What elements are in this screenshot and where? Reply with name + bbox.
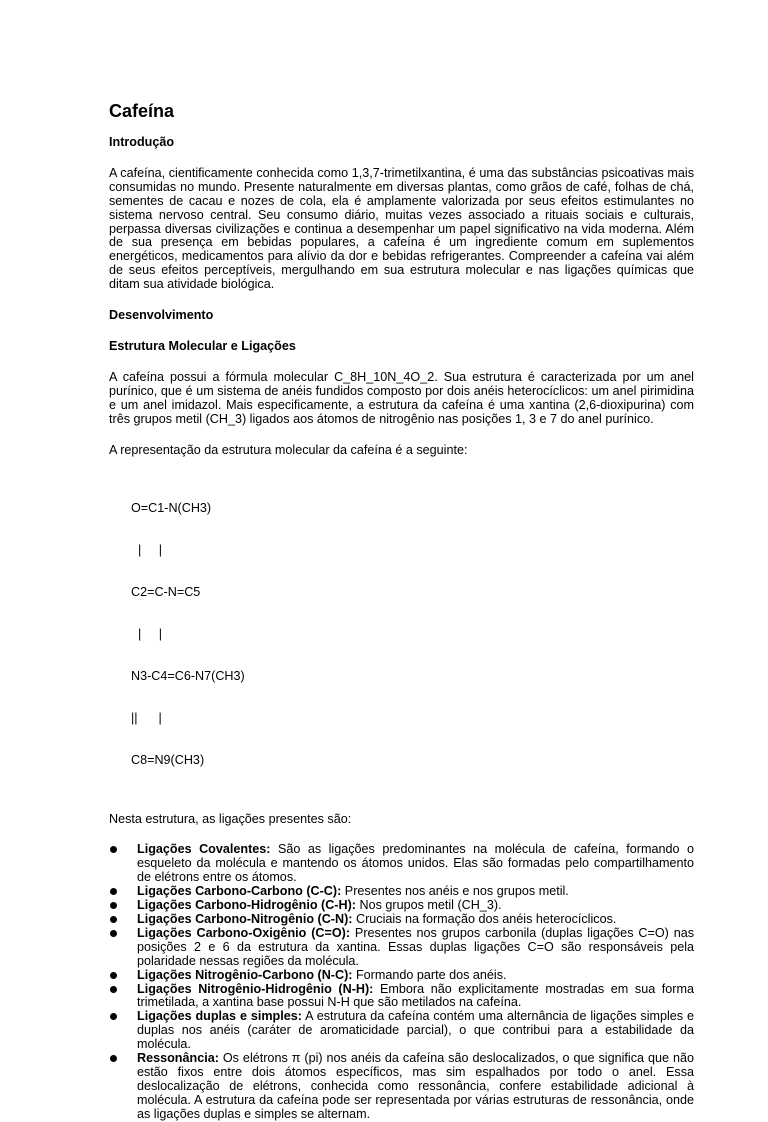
intro-heading: Introdução — [109, 135, 175, 149]
bullet-icon — [110, 888, 117, 895]
list-item — [109, 913, 694, 927]
list-item — [109, 927, 694, 969]
molecular-formula-paragraph: A cafeína possui a fórmula molecular C_8H_10N_4O_2. Sua estrutura é caracterizada por um anel purínico, que é um sistema de anéis fundidos composto por dois anéis heterocíclicos: um anel pirimidina e um anel imidazol. Mais especificamente, a estrutura da cafeína é uma xantina (2,6-dioxipurina) com três grupos metil (CH_3) ligados aos átomos de nitrogênio nas posições 1, 3 e 7 do anel purínico. — [109, 369, 694, 426]
list-item — [109, 969, 694, 983]
bond-list — [109, 843, 694, 1121]
bond-term: Ligações Nitrogênio-Hidrogênio (N-H): — [137, 981, 374, 996]
bullet-icon — [110, 930, 117, 937]
bullet-icon — [110, 972, 117, 979]
bond-term: Ligações Carbono-Nitrogênio (C-N): — [137, 912, 353, 926]
document-title: Cafeína — [109, 101, 175, 121]
list-item — [109, 885, 694, 899]
development-heading: Desenvolvimento — [109, 308, 214, 323]
formula-line: N3-C4=C6-N7(CH3) — [131, 668, 245, 683]
bonds-intro-paragraph: Nesta estrutura, as ligações presentes são: — [109, 811, 352, 826]
bond-term: Ligações Carbono-Hidrogênio (C-H): — [137, 898, 356, 913]
formula-line: C2=C-N=C5 — [131, 585, 201, 600]
list-item — [109, 983, 694, 1011]
list-item — [109, 1052, 694, 1122]
bond-description: São as ligações predominantes na molécula de cafeína, formando o esqueleto da molécula e mantendo os átomos unidos. Elas são formadas pelo compartilhamento de elétrons entre os átomos. — [137, 842, 694, 885]
intro-paragraph: A cafeína, cientificamente conhecida como 1,3,7-trimetilxantina, é uma das substâncias psicoativas mais consumidas no mundo. Presente naturalmente em diversas plantas, como grãos de café, folhas de chá, sementes de cacau e nozes de cola, ela é amplamente valorizada por seus efeitos estimulantes no sistema nervoso central. Seu consumo diário, muitas vezes associado a rituais sociais e culturais, perpassa diversas civilizações e continua a desempenhar um papel significativo na vida moderna. Além de sua presença em bebidas populares, a cafeína é um ingrediente comum em suplementos energéticos, medicamentos para alívio da dor e bebidas refrigerantes. Compreender a cafeína vai além de seus efeitos perceptíveis, mergulhando em sua estrutura molecular e nas ligações químicas que ditam sua atividade biológica. — [109, 165, 694, 292]
bullet-icon — [110, 902, 117, 909]
bond-description: Presentes nos anéis e nos grupos metil. — [341, 884, 569, 899]
list-item — [109, 1010, 694, 1052]
bond-description: A estrutura da cafeína contém uma alternância de ligações simples e duplas nos anéis (caráter de aromaticidade parcial), o que contribui para a estabilidade da molécula. — [137, 1009, 694, 1052]
bond-description: Embora não explicitamente mostradas em sua forma trimetilada, a xantina base possui N-H que são metilados na cafeína. — [137, 981, 694, 1010]
bond-term: Ligações Carbono-Oxigênio (C=O): — [137, 925, 351, 940]
formula-line: | | — [131, 543, 163, 558]
structure-subheading: Estrutura Molecular e Ligações — [109, 338, 296, 353]
bond-description: Nos grupos metil (CH_3). — [355, 898, 502, 913]
formula-line: O=C1-N(CH3) — [131, 501, 212, 516]
bond-description: Presentes nos grupos carbonila (duplas ligações C=O) nas posições 2 e 6 da estrutura da xantina. Essas duplas ligações C=O são responsáveis pela polaridade nessas regiões da molécula. — [137, 925, 695, 968]
bullet-icon — [110, 986, 117, 993]
document-page — [109, 100, 694, 1122]
bullet-icon — [110, 916, 117, 923]
bond-term: Ressonância: — [137, 1051, 219, 1066]
molecular-structure-diagram — [131, 474, 694, 795]
formula-line: || | — [131, 710, 162, 725]
bullet-icon — [110, 1013, 117, 1020]
bond-description: Cruciais na formação dos anéis heterocíclicos. — [352, 912, 617, 926]
structure-intro-paragraph: A representação da estrutura molecular da cafeína é a seguinte: — [109, 442, 468, 457]
bond-term: Ligações Nitrogênio-Carbono (N-C): — [137, 967, 353, 982]
bond-term: Ligações duplas e simples: — [137, 1009, 302, 1024]
formula-line: | | — [131, 626, 163, 641]
bond-description: Formando parte dos anéis. — [352, 967, 507, 982]
bond-description: Os elétrons π (pi) nos anéis da cafeína são deslocalizados, o que significa que não estão fixos entre dois átomos específicos, mas sim espalhados por todo o anel. Essa deslocalização de elétrons, conhecida como ressonância, confere estabilidade adicional à molécula. A estrutura da cafeína pode ser representada por várias estruturas de ressonância, onde as ligações duplas e simples se alternam. — [137, 1051, 694, 1121]
formula-line: C8=N9(CH3) — [131, 752, 205, 767]
list-item — [109, 899, 694, 913]
bond-term: Ligações Carbono-Carbono (C-C): — [137, 884, 342, 899]
list-item — [109, 843, 694, 885]
bullet-icon — [110, 846, 117, 853]
bullet-icon — [110, 1055, 117, 1062]
bond-term: Ligações Covalentes: — [137, 842, 271, 857]
